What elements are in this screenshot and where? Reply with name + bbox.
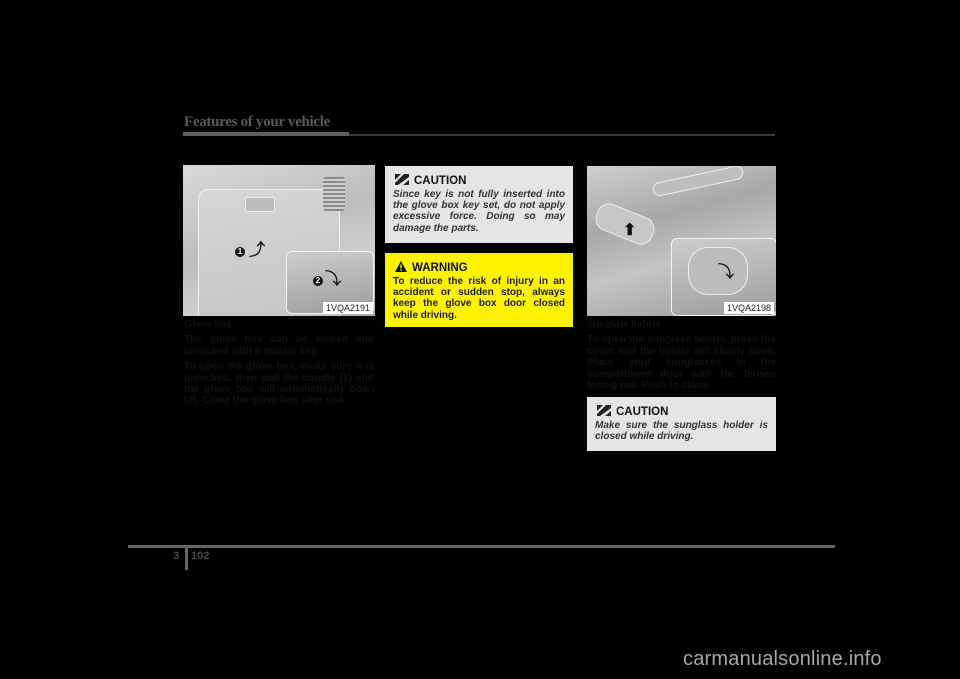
- header-rule-thick: [183, 132, 349, 136]
- callout-2: 2: [313, 276, 323, 286]
- arrow-down-icon: ⤵: [718, 264, 735, 281]
- arrow-up-icon: ⤴: [249, 242, 266, 259]
- sunglass-holder-figure: [587, 166, 776, 316]
- arrow-down-icon: ⤵: [325, 271, 342, 288]
- figure-code: 1VQA2198: [724, 302, 774, 314]
- sunglass-holder-section: [587, 319, 776, 395]
- sunglass-holder-paragraph: To open the sunglass holder, press the cover and the holder will slowly open. Place your sunglasses in the compartment door with the lenses facing out. Push to close.: [587, 334, 776, 392]
- overhead-light: [652, 166, 745, 197]
- page-number: 102: [191, 550, 210, 562]
- caution-text: Make sure the sunglass holder is closed while driving.: [595, 420, 768, 443]
- air-vent: [323, 177, 345, 211]
- caution-title: CAUTION: [616, 406, 669, 418]
- warning-triangle-icon: [395, 261, 407, 275]
- caution-title: CAUTION: [414, 175, 467, 187]
- glove-box-figure: [183, 165, 375, 316]
- glove-box-heading: Glove box: [184, 318, 232, 330]
- arrow-up-icon: ⬆: [623, 222, 637, 239]
- caution-box-sunglass: [587, 397, 776, 451]
- warning-box-glove-box: [385, 253, 573, 327]
- footer-divider: [185, 545, 188, 570]
- callout-1: 1: [235, 247, 245, 257]
- footer-rule: [128, 545, 835, 548]
- sunglass-holder-heading: Sunglass holder: [587, 318, 662, 330]
- caution-icon: [597, 405, 611, 419]
- glove-box-paragraph: The glove box can be locked and unlocked with a master key.: [184, 334, 374, 357]
- watermark-link[interactable]: carmanualsonline.info: [683, 648, 882, 670]
- chapter-number: 3: [173, 550, 180, 562]
- warning-title: WARNING: [412, 262, 468, 274]
- warning-text: To reduce the risk of injury in an accident or sudden stop, always keep the glove box door closed while driving.: [393, 276, 565, 321]
- header-rule-thin: [349, 134, 775, 136]
- glove-box-section: [184, 319, 374, 411]
- glove-box-handle: [245, 197, 275, 212]
- glove-box-paragraph: To open the glove box, make sure it is unlocked, then pull the handle (1) and the glove box will automatically open (2). Close the glove box after use.: [184, 361, 374, 407]
- figure-code: 1VQA2191: [323, 302, 373, 314]
- caution-box-glove-key: [385, 166, 573, 243]
- section-title: Features of your vehicle: [184, 114, 330, 130]
- caution-text: Since key is not fully inserted into the glove box key set, do not apply excessive force. Doing so may damage the parts.: [393, 189, 565, 234]
- caution-icon: [395, 174, 409, 188]
